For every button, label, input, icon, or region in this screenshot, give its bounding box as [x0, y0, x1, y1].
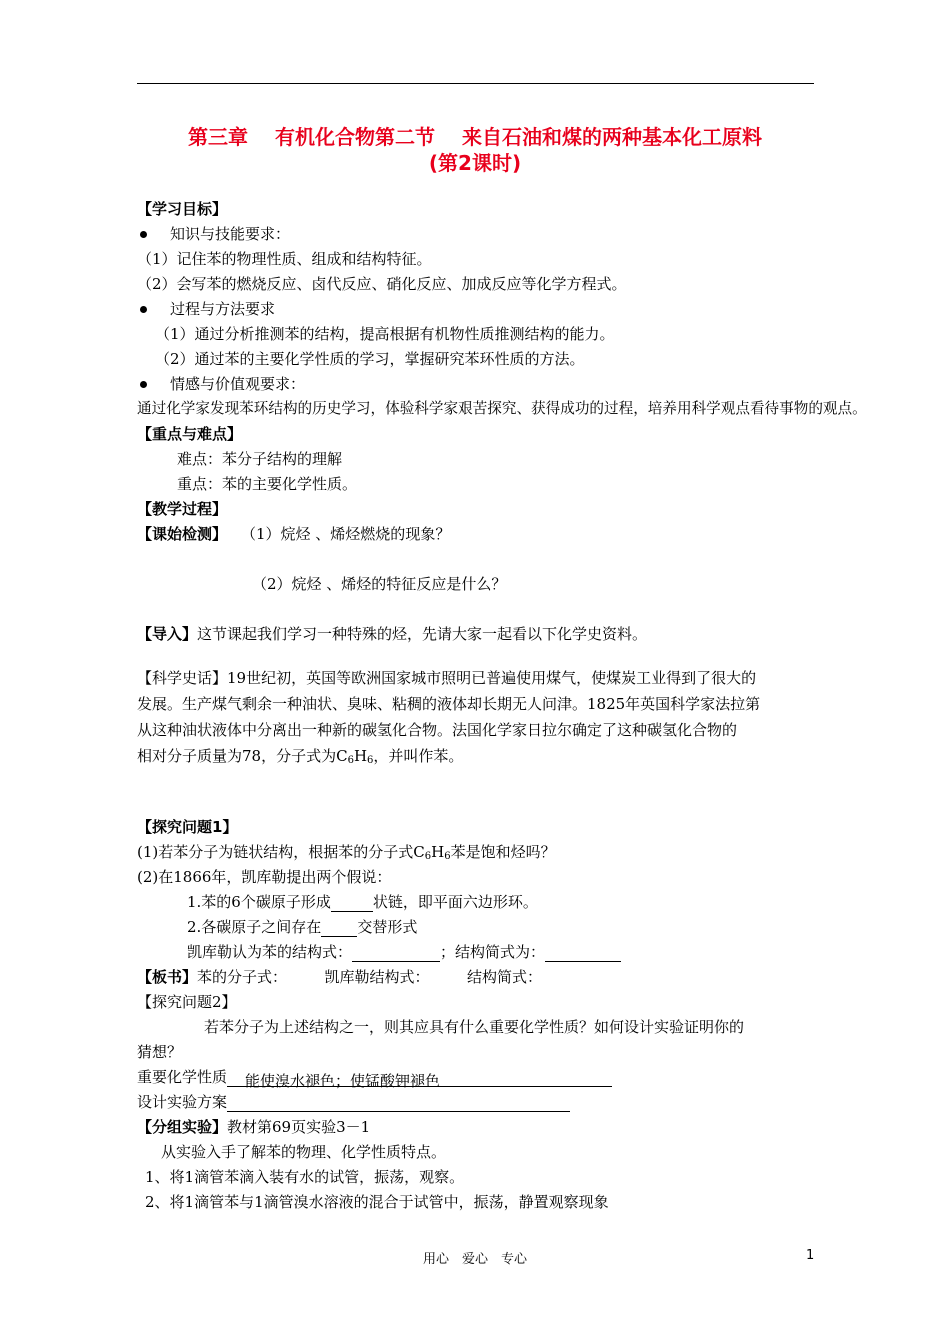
bullet-icon — [140, 381, 147, 388]
board-label: 【板书】 — [137, 968, 198, 986]
page-number: 1 — [806, 1248, 815, 1263]
explore2-question-line-2: 猜想？ — [137, 1043, 183, 1061]
history-label: 【科学史话】 — [137, 669, 228, 687]
board-line: 【板书】苯的分子式： 凯库勒结构式： 结构简式： — [137, 968, 543, 986]
page-subtitle: (第2课时) — [428, 151, 522, 175]
explore1-question-2: (2)在1866年，凯库勒提出两个假说： — [137, 868, 392, 886]
group-exp-step-2: 2、将1滴管苯与1滴管溴水溶液的混合于试管中，振荡，静置观察现象 — [145, 1193, 609, 1211]
footer-motto: 用心 爱心 专心 — [422, 1252, 527, 1267]
knowledge-item-2: （2）会写苯的燃烧反应、卤代反应、硝化反应、加成反应等化学方程式。 — [137, 275, 627, 293]
process-heading: 过程与方法要求 — [170, 300, 276, 318]
history-line-1: 【科学史话】19世纪初，英国等欧洲国家城市照明已普遍使用煤气，使煤炭工业得到了很大的 — [137, 669, 757, 687]
bullet-icon — [140, 306, 147, 313]
blank-field[interactable] — [227, 1095, 570, 1112]
property-answer: 能使溴水褪色；使锰酸钾褪色 — [227, 1071, 612, 1087]
check-question-2: （2）烷烃 、烯烃的特征反应是什么？ — [252, 575, 507, 593]
kekule-structure-line: 凯库勒认为苯的结构式： ；结构简式为： — [187, 942, 621, 962]
emotion-item-1: 通过化学家发现苯环结构的历史学习，体验科学家艰苦探究、获得成功的过程，培养用科学观点看待事物的观点。 — [137, 400, 867, 417]
group-exp-step-1: 1、将1滴管苯滴入装有水的试管，振荡，观察。 — [145, 1168, 465, 1186]
difficult-point: 难点：苯分子结构的理解 — [177, 450, 343, 468]
explore2-heading: 【探究问题2】 — [137, 993, 237, 1011]
explore1-heading: 【探究问题1】 — [137, 818, 238, 836]
keypoints-heading: 【重点与难点】 — [137, 425, 243, 443]
key-point: 重点：苯的主要化学性质。 — [177, 475, 358, 493]
blank-field[interactable] — [545, 945, 621, 962]
knowledge-item-1: （1）记住苯的物理性质、组成和结构特征。 — [137, 250, 432, 268]
blank-field[interactable] — [321, 920, 357, 937]
page-title: 第三章 有机化合物第二节 来自石油和煤的两种基本化工原料 — [188, 125, 762, 149]
teaching-heading: 【教学过程】 — [137, 500, 228, 518]
check-question-1: （1）烷烃 、烯烃燃烧的现象？ — [241, 525, 451, 543]
bullet-icon — [140, 231, 147, 238]
knowledge-heading: 知识与技能要求： — [170, 225, 291, 243]
process-item-2: （2）通过苯的主要化学性质的学习，掌握研究苯环性质的方法。 — [155, 350, 585, 368]
emotion-heading: 情感与价值观要求： — [170, 375, 306, 393]
explore1-question-1: (1)若苯分子为链状结构，根据苯的分子式$C_6H_6$苯是饱和烃吗？ — [137, 843, 556, 862]
history-line-3: 从这种油状液体中分离出一种新的碳氢化合物。法国化学家日拉尔确定了这种碳氢化合物的 — [137, 721, 738, 739]
check-label: 【课始检测】 — [137, 525, 228, 543]
group-exp-label: 【分组实验】 — [137, 1118, 228, 1136]
history-line-2: 发展。生产煤气剩余一种油状、臭味、粘稠的液体却长期无人问津。1825年英国科学家法拉第 — [137, 695, 761, 713]
intro-paragraph — [137, 624, 647, 644]
hypothesis-2: 2.各碳原子之间存在 交替形式 — [187, 918, 418, 936]
process-item-1: （1）通过分析推测苯的结构，提高根据有机物性质推测结构的能力。 — [155, 325, 615, 343]
header-rule — [137, 83, 814, 84]
group-exp-line: 【分组实验】教材第69页实验3－1 — [137, 1118, 371, 1136]
explore2-question-line-1: 若苯分子为上述结构之一，则其应具有什么重要化学性质？如何设计实验证明你的 — [204, 1018, 745, 1036]
intro-label: 【导入】 — [137, 625, 198, 643]
design-line: 设计实验方案 — [137, 1092, 570, 1112]
blank-field[interactable] — [352, 945, 440, 962]
objectives-heading: 【学习目标】 — [137, 200, 228, 218]
history-line-4: 相对分子质量为78，分子式为$C_6H_6$，并叫作苯。 — [137, 747, 464, 766]
hypothesis-1: 1.苯的6个碳原子形成 状链，即平面六边形环。 — [187, 893, 538, 911]
blank-field[interactable] — [331, 895, 373, 912]
property-line: 重要化学性质 能使溴水褪色；使锰酸钾褪色 — [137, 1067, 612, 1087]
intro-text: 这节课起我们学习一种特殊的烃，先请大家一起看以下化学史资料。 — [197, 625, 648, 643]
group-exp-intro: 从实验入手了解苯的物理、化学性质特点。 — [161, 1143, 447, 1161]
